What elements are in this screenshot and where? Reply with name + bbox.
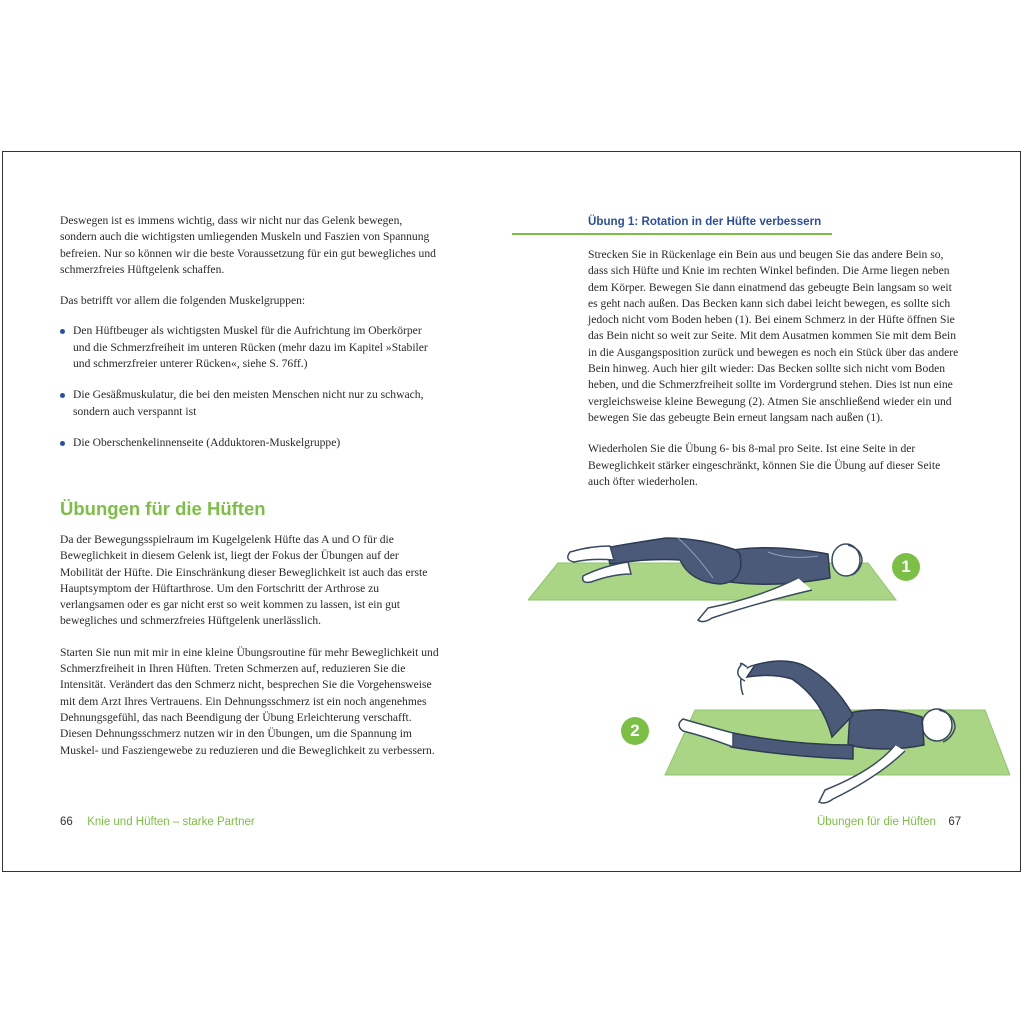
left-column-bottom [60, 532, 440, 759]
muscle-group-list [60, 323, 438, 451]
muscle-groups-intro: Das betrifft vor allem die folgenden Muskelgruppen: [60, 294, 306, 308]
right-footer [817, 816, 961, 828]
page-number-left: 66 [60, 816, 73, 828]
bullet-icon [60, 329, 65, 334]
exercise-illustration-2 [625, 655, 1010, 805]
exercise-paragraph-2: Wiederholen Sie die Übung 6- bis 8-mal pro Seite. Ist eine Seite in der Beweglichkeit stärker eingeschränkt, können Sie die Übung auf dieser Seite auch öfter wiederholen. [588, 442, 941, 488]
exercise-paragraph-1: Strecken Sie in Rückenlage ein Bein aus und beugen Sie das andere Bein so, dass sich Hüfte und Knie im rechten Winkel befinden. Die Arme liegen neben dem Körper. Bewegen Sie dann einatmend das gebeugte Bein langsam so weit es geht nach außen. Das Becken kann sich dabei leicht bewegen, es sollte sich jedoch nicht vom Boden heben (1). Bei einem Schmerz in der Hüfte öffnen Sie das Bein nicht so weit zur Seite. Mit dem Ausatmen kommen Sie mit dem Bein in die Ausgangsposition zurück und bewegen es noch ein Stück über das andere Bein hinweg. Auch hier gilt wieder: Das Becken sollte sich nicht vom Boden heben, und die Schmerzfreiheit sollte im Vordergrund stehen. Dies ist nun eine vergleichsweise kleine Bewegung (2). Atmen Sie anschließend wieder ein und bewegen Sie das gebeugte Bein erneut langsam nach außen (1). [588, 248, 959, 424]
step-badge-2: 2 [621, 717, 649, 745]
bullet-icon [60, 393, 65, 398]
list-item: Die Oberschenkelinnenseite (Adduktoren-Muskelgruppe) [60, 435, 438, 451]
running-head-left: Knie und Hüften – starke Partner [87, 816, 255, 828]
left-footer [60, 816, 255, 828]
step-badge-1: 1 [892, 553, 920, 581]
section-paragraph-1: Da der Bewegungsspielraum im Kugelgelenk Hüfte das A und O für die Beweglichkeit in diesem Gelenk ist, liegt der Fokus der Übungen auf der Mobilität der Hüfte. Die Einschränkung dieser Beweglichkeit ist auch das erste Hauptsymptom der Hüftarthrose. Um den Fortschritt der Arthrose zu verlangsamen oder es gar nicht erst so weit kommen zu lassen, ist ein gut bewegliches und schmerzfreies Hüftgelenk unerlässlich. [60, 533, 428, 628]
bullet-icon [60, 441, 65, 446]
section-paragraph-2: Starten Sie nun mit mir in eine kleine Übungsroutine für mehr Beweglichkeit und Schmerzfreiheit in Ihren Hüften. Treten Schmerzen auf, reduzieren Sie die Intensität. Verändert das den Schmerz nicht, besprechen Sie die Vorgehensweise mit dem Arzt Ihres Vertrauens. Ein Dehnungsschmerz ist ein noch angenehmes Dehnungsgefühl, das nach Beendigung der Übung Erleichterung verschafft. Diesen Dehnungsschmerz nutzen wir in den Übungen, um die Spannung im Muskel- und Fasziengewebe zu reduzieren und die Beweglichkeit zu verbessern. [60, 645, 439, 757]
exercise-illustration-1 [528, 528, 900, 638]
list-item: Die Gesäßmuskulatur, die bei den meisten Menschen nicht nur zu schwach, sondern auch verspannt ist [60, 387, 438, 420]
right-column [588, 247, 964, 490]
left-column-top [60, 213, 438, 466]
intro-paragraph: Deswegen ist es immens wichtig, dass wir nicht nur das Gelenk bewegen, sondern auch die wichtigsten umliegenden Muskeln und Faszien von Spannung befreien. Nur so können wir die beste Voraussetzung für ein gut bewegliches und schmerzfreies Hüftgelenk schaffen. [60, 214, 436, 276]
exercise-title: Übung 1: Rotation in der Hüfte verbessern [588, 215, 822, 228]
list-item: Den Hüftbeuger als wichtigsten Muskel für die Aufrichtung im Oberkörper und die Schmerzfreiheit im unteren Rücken (mehr dazu im Kapitel »Stabiler und schmerzfreier unterer Rücken«, siehe S. 76ff.) [60, 323, 438, 372]
running-head-right: Übungen für die Hüften [817, 816, 936, 828]
page-number-right: 67 [948, 816, 962, 828]
section-heading: Übungen für die Hüften [60, 498, 266, 519]
title-rule [512, 233, 832, 235]
